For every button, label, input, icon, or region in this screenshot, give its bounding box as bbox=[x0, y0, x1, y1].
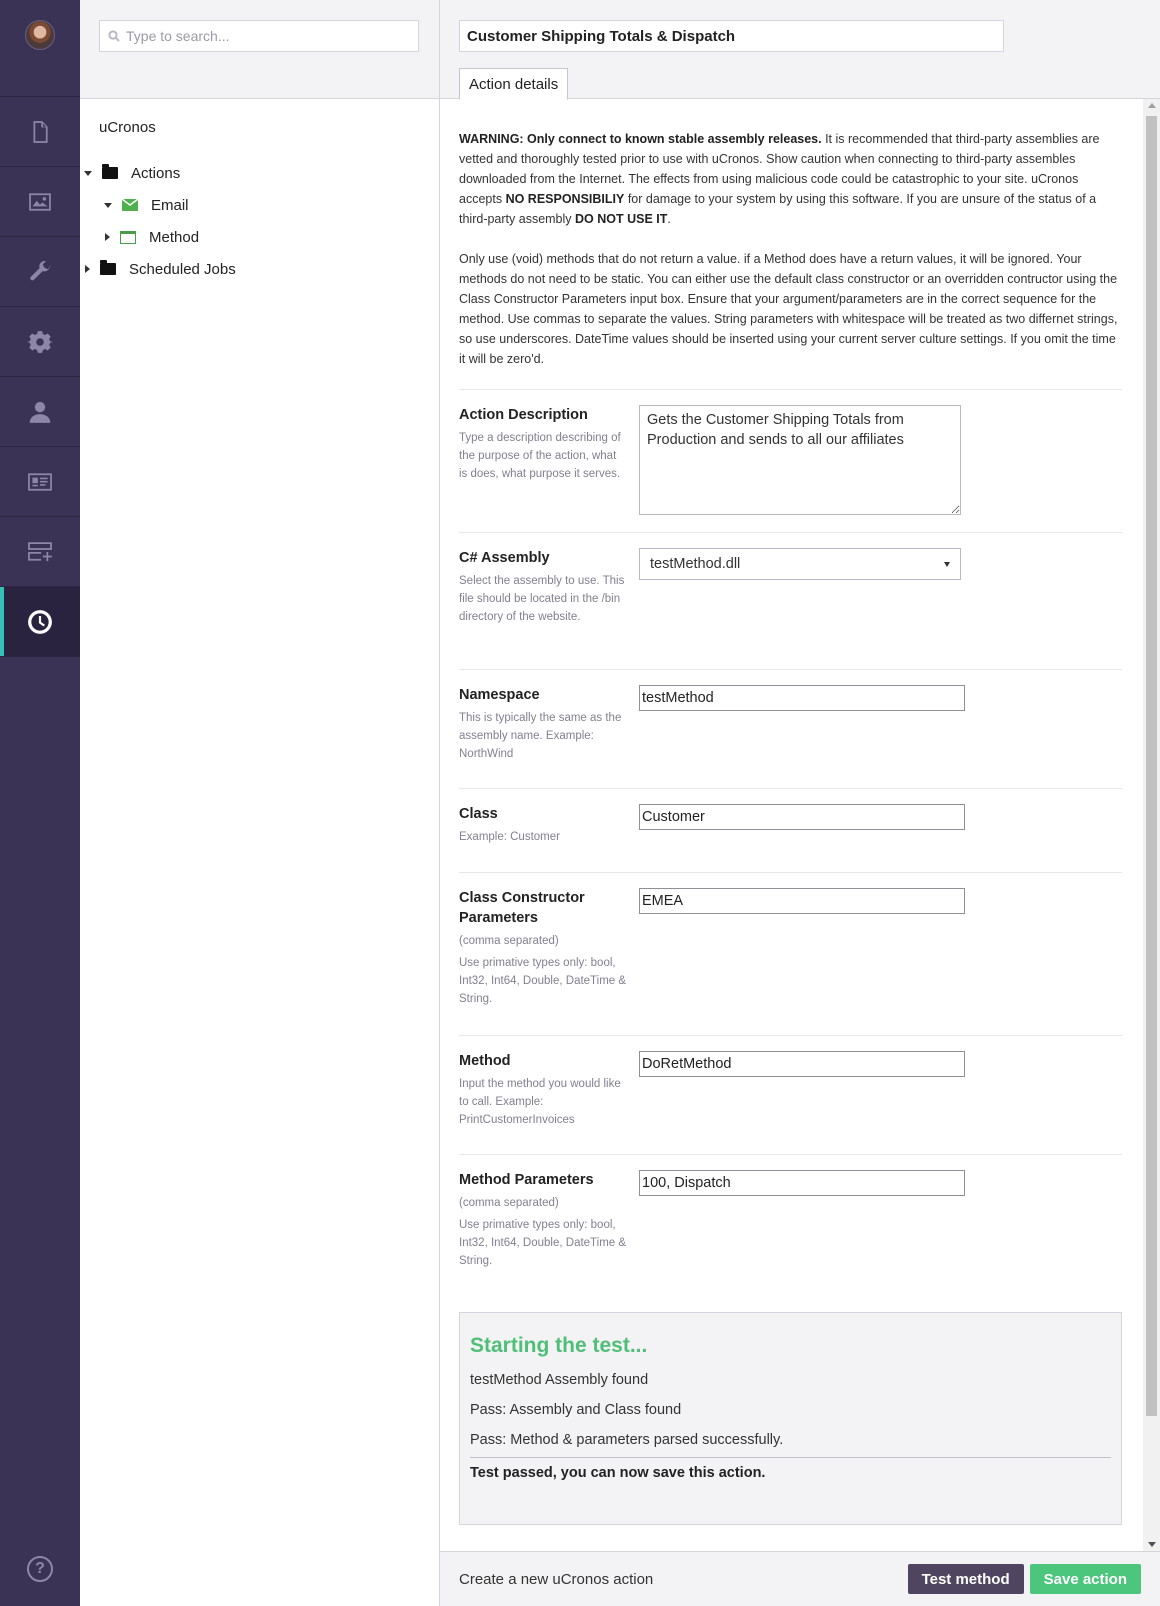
test-result-line: Pass: Assembly and Class found bbox=[470, 1402, 682, 1418]
field-hint: Use primative types only: bool, Int32, Int64, Double, DateTime & String. bbox=[459, 957, 627, 1005]
document-icon bbox=[27, 119, 53, 145]
id-card-icon bbox=[27, 469, 53, 495]
field-hint: Type a description describing of the purpose of the action, what is does, what purpose it serves. bbox=[459, 432, 621, 480]
test-result-line: Pass: Method & parameters parsed successfully. bbox=[470, 1432, 784, 1448]
tree-panel bbox=[80, 0, 440, 1606]
tree-node-label: Method bbox=[149, 228, 200, 246]
tree-node-email[interactable] bbox=[80, 189, 439, 221]
field-hint: (comma separated) bbox=[459, 935, 559, 947]
field-hint: Use primative types only: bool, Int32, Int64, Double, DateTime & String. bbox=[459, 1219, 627, 1267]
assembly-select[interactable] bbox=[639, 548, 961, 580]
constructor-parameters-input[interactable] bbox=[639, 888, 965, 914]
tree-node-scheduled-jobs[interactable] bbox=[80, 253, 439, 285]
divider bbox=[470, 1457, 1111, 1458]
method-input[interactable] bbox=[639, 1051, 965, 1077]
warning-body: for damage to your system by using this software. If you are unsure of the status of a third-party assembly bbox=[459, 192, 1097, 226]
editor-scroll-area bbox=[440, 99, 1160, 1551]
warning-text bbox=[459, 129, 1124, 229]
save-action-button[interactable]: Save action bbox=[1030, 1564, 1141, 1594]
nav-users[interactable] bbox=[0, 377, 80, 447]
tree-root-label[interactable]: uCronos bbox=[99, 119, 156, 136]
test-result-panel bbox=[459, 1312, 1122, 1525]
user-avatar-section bbox=[0, 0, 80, 97]
field-label: Namespace bbox=[459, 687, 540, 703]
form-add-icon bbox=[27, 539, 53, 565]
caret-right-icon[interactable] bbox=[105, 233, 110, 241]
scrollbar-thumb[interactable] bbox=[1146, 116, 1157, 1416]
nav-members[interactable] bbox=[0, 447, 80, 517]
field-label: Class Constructor Parameters bbox=[459, 890, 585, 926]
help-icon[interactable]: ? bbox=[27, 1556, 53, 1582]
field-action-description bbox=[459, 389, 1122, 532]
field-hint: Example: Customer bbox=[459, 831, 560, 843]
email-icon bbox=[122, 199, 138, 211]
nav-media[interactable] bbox=[0, 167, 80, 237]
scroll-down-arrow-icon[interactable] bbox=[1148, 1542, 1156, 1547]
field-constructor-parameters bbox=[459, 872, 1122, 1035]
instructions-text: Only use (void) methods that do not return a value. if a Method does have a return values, it will be ignored. Your methods do not need to be static. You can either use the default class constructor or an overridden contructor using the Class Constructor Parameters input box. Ensure that your argument/parameters are in the correct sequence for the method. Use commas to separate the values. String parameters with whitespace will be treated as two differnet strings, so use underscores. DateTime values should be inserted using your current server culture settings. If you omit the time it will be zero'd. bbox=[459, 252, 1118, 366]
field-hint: Input the method you would like to call. Example: PrintCustomerInvoices bbox=[459, 1078, 621, 1126]
field-method-parameters bbox=[459, 1154, 1122, 1296]
warning-emphasis: DO NOT USE IT bbox=[575, 212, 668, 226]
nav-developer[interactable] bbox=[0, 307, 80, 377]
folder-icon bbox=[102, 167, 118, 179]
user-icon bbox=[27, 399, 53, 425]
avatar[interactable] bbox=[25, 20, 55, 50]
search-box bbox=[99, 20, 419, 52]
nav-ucronos[interactable] bbox=[0, 587, 80, 657]
search-input[interactable] bbox=[126, 28, 406, 44]
nav-settings-tools[interactable] bbox=[0, 237, 80, 307]
window-icon bbox=[120, 231, 136, 244]
gear-icon bbox=[27, 329, 53, 355]
nav-forms[interactable] bbox=[0, 517, 80, 587]
namespace-input[interactable] bbox=[639, 685, 965, 711]
field-label: Method bbox=[459, 1053, 511, 1069]
action-name-input[interactable] bbox=[459, 20, 1004, 52]
caret-right-icon[interactable] bbox=[85, 265, 90, 273]
field-label: Class bbox=[459, 806, 498, 822]
tree-node-label: Scheduled Jobs bbox=[129, 260, 236, 278]
assembly-select-value: testMethod.dll bbox=[650, 556, 741, 572]
dropdown-arrow-icon bbox=[944, 562, 950, 567]
tree-node-method[interactable] bbox=[80, 221, 439, 253]
warning-lead: WARNING: Only connect to known stable assembly releases. bbox=[459, 132, 822, 146]
action-description-textarea[interactable] bbox=[639, 405, 961, 515]
field-hint: Select the assembly to use. This file should be located in the /bin directory of the website. bbox=[459, 575, 625, 623]
image-icon bbox=[27, 189, 53, 215]
wrench-icon bbox=[27, 259, 53, 285]
class-input[interactable] bbox=[639, 804, 965, 830]
field-hint: (comma separated) bbox=[459, 1197, 559, 1209]
warning-body: It is recommended that third-party assemblies are vetted and thoroughly tested prior to use with uCronos. Show caution when connecting to third-party assembles downloaded from the Internet. The effects from using malicious code could be catastrophic to your site. uCronos accepts bbox=[459, 132, 1100, 206]
test-method-button[interactable]: Test method bbox=[908, 1564, 1024, 1594]
folder-icon bbox=[100, 263, 116, 275]
vertical-scrollbar[interactable] bbox=[1143, 99, 1160, 1551]
tree-node-actions[interactable] bbox=[80, 157, 439, 189]
field-label: Action Description bbox=[459, 407, 588, 423]
warning-emphasis: NO RESPONSIBILIY bbox=[505, 192, 625, 206]
field-assembly bbox=[459, 532, 1122, 669]
caret-down-icon[interactable] bbox=[84, 171, 92, 176]
editor-footer bbox=[440, 1551, 1160, 1606]
test-result-line: testMethod Assembly found bbox=[470, 1372, 649, 1388]
method-parameters-input[interactable] bbox=[639, 1170, 965, 1196]
field-label: Method Parameters bbox=[459, 1172, 594, 1188]
caret-down-icon[interactable] bbox=[104, 203, 112, 208]
editor-panel bbox=[440, 0, 1160, 1606]
field-namespace bbox=[459, 669, 1122, 788]
clock-icon bbox=[27, 609, 53, 635]
field-label: C# Assembly bbox=[459, 550, 550, 566]
scroll-up-arrow-icon[interactable] bbox=[1148, 103, 1156, 108]
nav-content[interactable] bbox=[0, 97, 80, 167]
footer-description: Create a new uCronos action bbox=[459, 1570, 654, 1588]
tab-action-details[interactable]: Action details bbox=[459, 68, 568, 100]
test-result-title: Starting the test... bbox=[470, 1334, 648, 1357]
search-icon bbox=[108, 30, 120, 42]
field-hint: This is typically the same as the assembly name. Example: NorthWind bbox=[459, 712, 622, 760]
warning-body: . bbox=[667, 212, 671, 226]
tree-node-label: Actions bbox=[131, 164, 181, 182]
help-section bbox=[0, 1556, 80, 1582]
tree-header bbox=[80, 0, 439, 99]
field-class bbox=[459, 788, 1122, 872]
main-navigation bbox=[0, 0, 80, 1606]
editor-content bbox=[440, 99, 1143, 1525]
field-method bbox=[459, 1035, 1122, 1154]
tree-node-label: Email bbox=[151, 196, 189, 214]
editor-header bbox=[440, 0, 1160, 99]
test-result-final: Test passed, you can now save this action. bbox=[470, 1465, 766, 1481]
